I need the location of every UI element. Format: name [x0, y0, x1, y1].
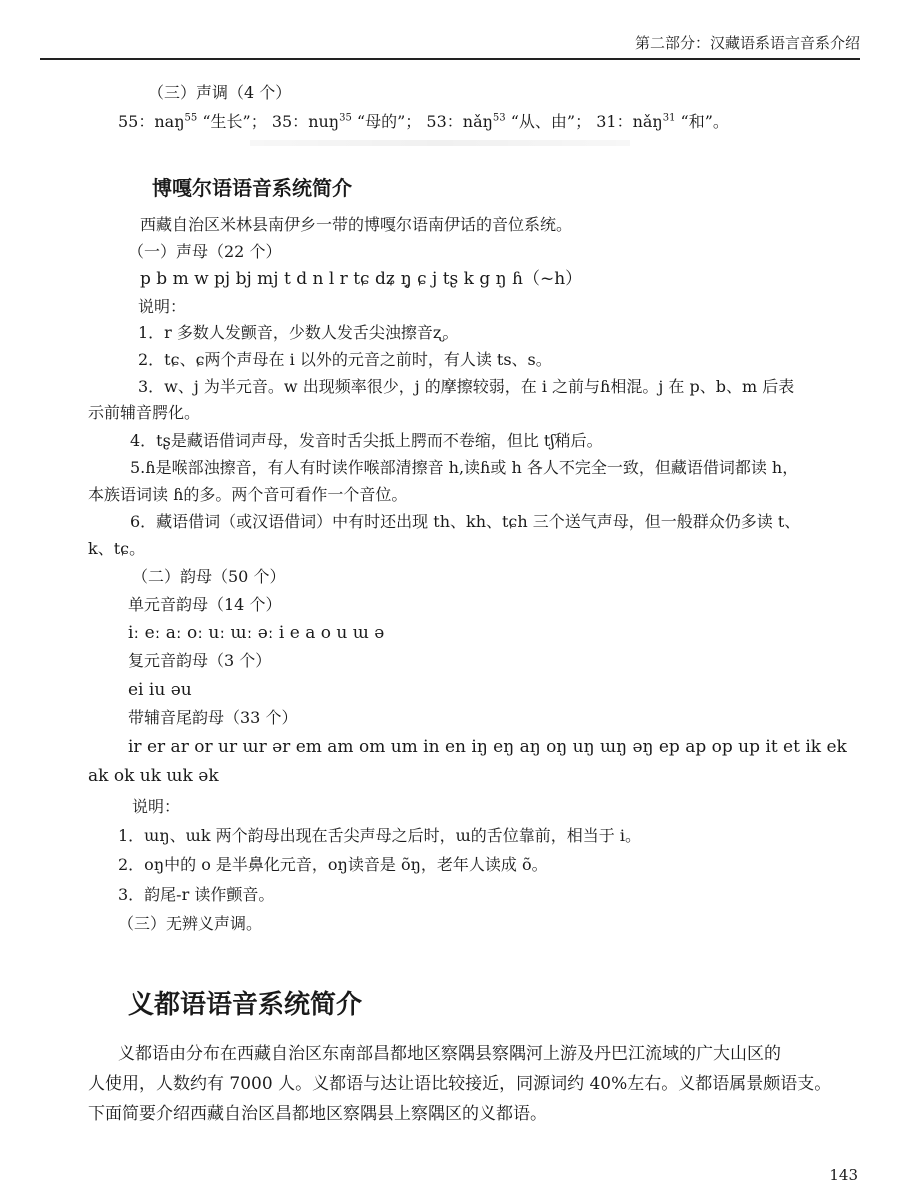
bogaer-intro: 西藏自治区米林县南伊乡一带的博嘎尔语南伊话的音位系统。	[140, 215, 573, 234]
yidu-section-title: 义都语语音系统简介	[128, 990, 363, 1020]
tone-example: 55：naŋ$^{55}$ “生长”；	[118, 112, 267, 132]
bogaer-section-title: 博嘎尔语语音系统简介	[152, 176, 352, 200]
monophthong-heading: 单元音韵母（14 个）	[128, 595, 282, 614]
tones-heading: （三）声调（4 个）	[148, 83, 292, 102]
bleed-through-smudge	[250, 140, 630, 146]
initials-note-continuation: k、tɕ。	[88, 539, 146, 558]
running-header	[40, 28, 860, 60]
tone-example: 53：nǎŋ$^{53}$ “从、由”；	[426, 112, 592, 132]
initials-note-continuation: 本族语词读 ɦ的多。两个音可看作一个音位。	[88, 485, 408, 504]
coda-list-continuation: ak ok uk ɯk ək	[88, 766, 219, 786]
initials-note: 1．r 多数人发颤音，少数人发舌尖浊擦音ʐ。	[138, 323, 459, 342]
tone-example: 35：nuŋ$^{35}$ “母的”；	[271, 112, 422, 132]
diphthong-list: ei iu əu	[128, 680, 192, 700]
yidu-paragraph-line: 人使用，人数约有 7000 人。义都语与达让语比较接近，同源词约 40%左右。义都语属景颇语支。	[88, 1074, 832, 1094]
tone-example: 31：nǎŋ$^{31}$ “和”。	[596, 112, 729, 132]
coda-heading: 带辅音尾韵母（33 个）	[128, 708, 298, 727]
initials-list: p b m w pj bj mj t d n l r tɕ dʑ ŋ̥ ɕ j tʂ k g ŋ ɦ（~h）	[140, 269, 583, 289]
yidu-paragraph-line: 下面简要介绍西藏自治区昌都地区察隅县上察隅区的义都语。	[88, 1104, 547, 1124]
monophthong-list: iː eː aː oː uː ɯː əː i e a o u ɯ ə	[128, 623, 385, 643]
section-title: 第二部分：汉藏语系语言音系介绍	[634, 34, 860, 52]
finals-heading: （二）韵母（50 个）	[132, 567, 286, 586]
coda-list: ir er ar or ur ɯr ər em am om um in en iŋ eŋ aŋ oŋ uŋ ɯŋ əŋ ep ap op up it et ik ek	[128, 737, 847, 757]
page-number: 143	[829, 1166, 858, 1184]
diphthong-heading: 复元音韵母（3 个）	[128, 651, 272, 670]
finals-notes-label: 说明：	[132, 797, 181, 816]
finals-note: 2．oŋ中的 o 是半鼻化元音，oŋ读音是 õŋ，老年人读成 õ。	[118, 855, 548, 874]
finals-note: 1．ɯŋ、ɯk 两个韵母出现在舌尖声母之后时，ɯ的舌位靠前，相当于 i。	[118, 826, 641, 845]
initials-heading: （一）声母（22 个）	[128, 242, 282, 261]
initials-note: 6．藏语借词（或汉语借词）中有时还出现 th、kh、tɕh 三个送气声母，但一般群众仍多读 t、	[130, 512, 801, 531]
initials-notes-label: 说明：	[138, 297, 187, 316]
tone-examples	[118, 108, 729, 133]
initials-note-continuation: 示前辅音腭化。	[88, 403, 201, 422]
finals-note: 3．韵尾-r 读作颤音。	[118, 885, 275, 904]
initials-note: 3．w、j 为半元音。w 出现频率很少，j 的摩擦较弱，在 i 之前与ɦ相混。j 在 p、b、m 后表	[138, 377, 795, 396]
initials-note: 2．tɕ、ɕ两个声母在 i 以外的元音之前时，有人读 ts、s。	[138, 350, 552, 369]
initials-note: 5.ɦ是喉部浊擦音，有人有时读作喉部清擦音 h,读ɦ或 h 各人不完全一致，但藏语借词都读 h，	[130, 458, 799, 477]
yidu-paragraph-line: 义都语由分布在西藏自治区东南部昌都地区察隅县察隅河上游及丹巴江流域的广大山区的	[118, 1044, 781, 1064]
initials-note: 4．tʂ是藏语借词声母，发音时舌尖抵上腭而不卷缩，但比 tʃ稍后。	[130, 431, 603, 450]
tones-note: （三）无辨义声调。	[118, 914, 263, 933]
